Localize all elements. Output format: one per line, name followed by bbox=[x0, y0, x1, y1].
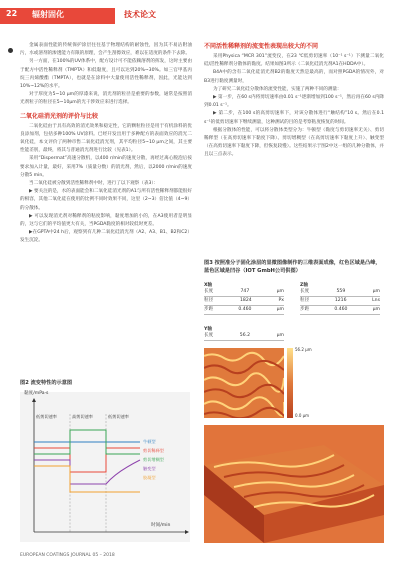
surface-2d-image bbox=[204, 348, 284, 418]
article-type: 技术论文 bbox=[124, 10, 156, 19]
paragraph: 二氧化硅由于具有高效的消光效果和稳定性，它的颗粒粒径是用于有机涂料的优良添加剂，包括多种100% UV涂料。已经开发出用于多种配方的表面效应的消光二氧化硅，本文评价了两种市售二氧化硅消光剂，其平均粒径5~10 μm之间，其主要性能差别，最终，将其与普通消光剂进行比较（见表1）。 bbox=[20, 123, 192, 154]
table-row: 长度 56.2 μm bbox=[204, 332, 284, 341]
paragraph: B4A中的含有二氧化硅消光剂B2的黏度天然是最高的，而对照PGDA的情况外，对B3进行黏度测量时， bbox=[204, 70, 384, 84]
page-number: 22 bbox=[6, 9, 18, 18]
section-heading: 不同活性稀释剂的流变性表现出较大的不同 bbox=[204, 43, 319, 50]
paragraph: 为了研究二氧化硅分散体的流变性能，实施了两种不同的测量： bbox=[213, 86, 342, 92]
table-row: 粒径 1824 Px bbox=[204, 297, 284, 306]
stage-label: 低剪切速率 bbox=[36, 414, 57, 419]
table-title: X轴 bbox=[204, 283, 213, 288]
table-row: 粒径 1216 Lns bbox=[300, 297, 380, 306]
paragraph: ▶在GPTA中24 h后，观察到有几种二氧化硅消光剂（A2、A3、B1、B2和C2）发生沉淀。 bbox=[20, 230, 192, 244]
page-header bbox=[0, 0, 400, 30]
paragraph: 当二氧化硅被分散到活性稀释剂中时，进行了以下观察（表3）： bbox=[29, 181, 159, 187]
table-title: Y轴 bbox=[204, 327, 212, 332]
legend-item: 剪切增稠型 bbox=[143, 457, 164, 462]
stage-label: 低剪切速率 bbox=[108, 414, 129, 419]
x-axis-table bbox=[204, 282, 284, 315]
colorbar-max: 56.2 μm bbox=[295, 347, 312, 352]
legend-item: 胶凝型 bbox=[143, 475, 156, 480]
surface-3d-image bbox=[204, 425, 384, 543]
y-axis-label: 黏度/mPa·s bbox=[24, 391, 49, 396]
paragraph: 对于厚度为5~10 μm的厚漆来说，消光剂的粒径是重要的参数，通常是按照消光剂粒子的粒径在5~10μm的光干涉效应来进行选择。 bbox=[20, 92, 192, 106]
left-column bbox=[20, 42, 192, 246]
section-bullet-icon bbox=[8, 48, 13, 53]
colorbar-min: 0.0 μm bbox=[295, 413, 310, 418]
figure2-caption: 图2 流变特性的示意图 bbox=[20, 380, 73, 386]
paragraph: 采用Physica “MCR 301”流变仪，在23 ℃低剪切速率（10⁻¹ s⁻¹）下测量二氧化硅/活性稀释剂分散体的黏度。结果如图3所示（二氧化硅消光剂A1在HDDA中）。 bbox=[204, 54, 384, 68]
z-axis-table bbox=[300, 282, 380, 315]
section-heading: 二氧化硅消光剂的评价与比较 bbox=[20, 112, 99, 120]
paragraph: 采用“Dispermat”高速分散机，以400 r/min的速度分散，再经过离心脱泡后按要求加入计量，最好，采用7%（质量分数）的消光剂，然后，以2000 r/min的速度分散5 min。 bbox=[20, 156, 192, 178]
table-row: 长度 559 μm bbox=[300, 288, 380, 297]
paragraph: 根据分散体的性能，可以将分散体类型分为：牛顿型（黏度与剪切速率无关）、剪切稀释型（在高剪切速率下黏度下降）、剪切增稠型（在高剪切速率下黏度上升）、触变型（在高剪切速率下黏度下降，但恢复较慢）。这些结果示于图2中这一组的几种分散体，并且以三点表示。 bbox=[204, 127, 384, 158]
legend-item: 牛顿型 bbox=[143, 439, 156, 444]
stage-label: 高剪切速率 bbox=[72, 414, 93, 419]
colorbar bbox=[287, 348, 293, 418]
paragraph: 金属表面性能的传统保护涂层往往基于物理结构的耐蚀性，因为其不易沾附油污，水或溶剂的渗透能力有限的原理，会产生刮擦效应，难以在适度的条件下去除。 bbox=[20, 43, 192, 57]
paragraph: ▶ 第一步，在60 s内将剪切速率由0.01 s⁻¹逐渐增加到100 s⁻¹，然后再在60 s内降到0.01 s⁻¹。 bbox=[204, 95, 384, 109]
section-title: 辐射固化 bbox=[32, 10, 64, 19]
right-column bbox=[204, 42, 384, 160]
paragraph: 另一方面，在100%的UV体系中，配方设计可不能依赖溶剂的挥发，这时主要由于配方中活性稀释剂（TMPTA）和低黏度，且可以达到20%~30%。如三官甲基丙烷三丙烯酸酯（TMPTA），也就是在涂料中大量使用活性稀释剂，因此，光能达到10%~12%的水平。 bbox=[20, 59, 192, 90]
page-footer: EUROPEAN COATINGS JOURNAL 05 – 2018 bbox=[20, 553, 115, 558]
y-axis-table bbox=[204, 326, 284, 341]
table-row: 步距 0.460 μm bbox=[300, 306, 380, 315]
table-row: 步距 0.460 μm bbox=[204, 306, 284, 315]
table-title: Z轴 bbox=[300, 283, 308, 288]
legend-item: 剪切稀释型 bbox=[143, 448, 164, 453]
paragraph: ▶ 要关注的是，水的表面能会和二氧化硅消光剂的A1与所有活性稀释剂都能很好的相容，其他二氧化硅在使用的比例不同时效果不同，这里（2~3）倍比值（4~9）的分散体。 bbox=[20, 189, 192, 211]
paragraph: ▶ 可以发现消光剂对稀释剂的粘度影响，黏度增加的小的，在A3使用者是明显的，这与它们的平均值更大有关，当PGDA黏度的相对较低时更差。 bbox=[20, 213, 192, 228]
figure3-caption: 图3 按照准分子固化涂层的显微图像制作的三维表面成像，红色区域是凸峰，蓝色区域是凹谷（IOT GmbH公司供图） bbox=[204, 260, 381, 274]
x-axis-label: 时间/min bbox=[151, 523, 171, 528]
paragraph: ▶ 第二步，在100 s的高剪切速率下，对该分散体进行“触结构”10 s。然后在0.1 s⁻¹的低剪切速率下继续测量，这种测试的目的是考察粘度恢复的时间。 bbox=[204, 111, 384, 125]
table-row: 长度 747 μm bbox=[204, 288, 284, 297]
rheology-diagram bbox=[20, 392, 190, 542]
legend-item: 触变型 bbox=[143, 466, 156, 471]
